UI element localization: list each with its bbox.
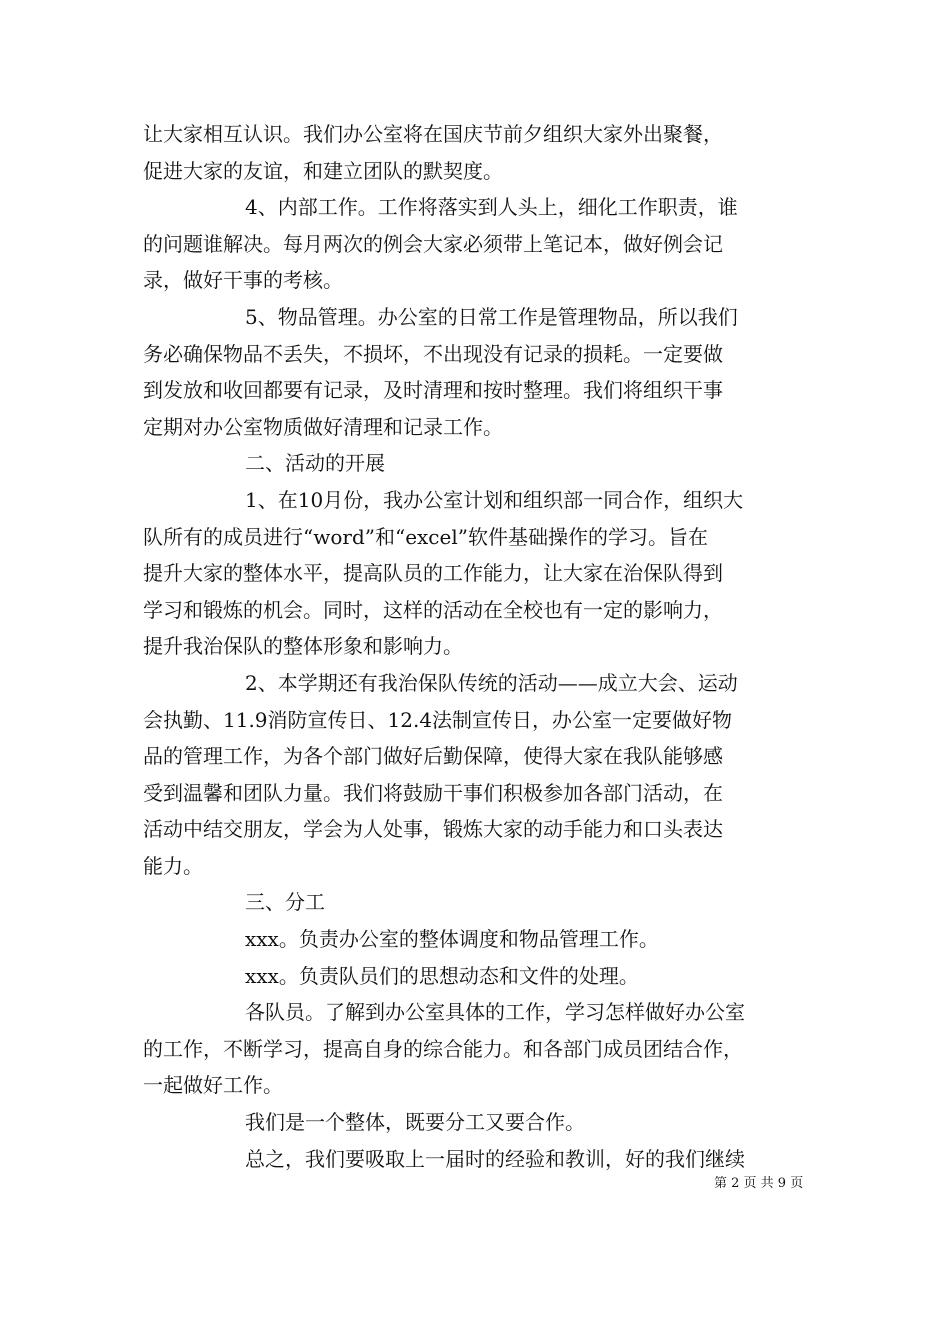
- text-line: 我们是一个整体，既要分工又要合作。: [245, 1110, 585, 1135]
- text-line: 队所有的成员进行“word”和“excel”软件基础操作的学习。旨在: [143, 524, 708, 549]
- text-line: 录，做好干事的考核。: [143, 268, 343, 293]
- text-line: 5、物品管理。办公室的日常工作是管理物品，所以我们: [245, 304, 738, 329]
- text-line: 活动中结交朋友，学会为人处事，锻炼大家的动手能力和口头表达: [143, 817, 723, 842]
- text-line: 二、活动的开展: [245, 451, 385, 476]
- text-line: 品的管理工作，为各个部门做好后勤保障，使得大家在我队能够感: [143, 744, 723, 769]
- text-line: 能力。: [143, 853, 203, 878]
- page-footer: 第 2 页 共 9 页: [714, 1176, 804, 1191]
- text-line: xxx。负责办公室的整体调度和物品管理工作。: [245, 927, 659, 952]
- document-body: [143, 116, 813, 1177]
- text-line: 到发放和收回都要有记录，及时清理和按时整理。我们将组织干事: [143, 378, 723, 403]
- text-line: 一起做好工作。: [143, 1073, 283, 1098]
- text-line: 让大家相互认识。我们办公室将在国庆节前夕组织大家外出聚餐，: [143, 122, 723, 146]
- text-line: 三、分工: [245, 890, 325, 915]
- text-line: 促进大家的友谊，和建立团队的默契度。: [143, 158, 503, 183]
- text-line: 2、本学期还有我治保队传统的活动——成立大会、运动: [245, 670, 738, 695]
- text-line: 各队员。了解到办公室具体的工作，学习怎样做好办公室: [245, 1000, 745, 1025]
- text-line: 学习和锻炼的机会。同时，这样的活动在全校也有一定的影响力，: [143, 597, 723, 622]
- text-line: 的工作，不断学习，提高自身的综合能力。和各部门成员团结合作，: [143, 1036, 743, 1061]
- text-line: 提升我治保队的整体形象和影响力。: [143, 634, 463, 659]
- text-line: 总之，我们要吸取上一届时的经验和教训，好的我们继续: [245, 1146, 745, 1171]
- text-line: 提升大家的整体水平，提高队员的工作能力，让大家在治保队得到: [143, 561, 723, 586]
- text-line: 的问题谁解决。每月两次的例会大家必须带上笔记本，做好例会记: [143, 231, 723, 256]
- text-line: 4、内部工作。工作将落实到人头上，细化工作职责，谁: [245, 195, 738, 220]
- text-line: 会执勤、11.9消防宣传日、12.4法制宣传日，办公室一定要做好物: [143, 707, 733, 732]
- text-line: 务必确保物品不丢失，不损坏，不出现没有记录的损耗。一定要做: [143, 341, 723, 366]
- text-line: 1、在10月份，我办公室计划和组织部一同合作，组织大: [245, 487, 744, 512]
- text-line: xxx。负责队员们的思想动态和文件的处理。: [245, 963, 639, 988]
- text-line: 定期对办公室物质做好清理和记录工作。: [143, 414, 503, 439]
- text-line: 受到温馨和团队力量。我们将鼓励干事们积极参加各部门活动，在: [143, 780, 723, 805]
